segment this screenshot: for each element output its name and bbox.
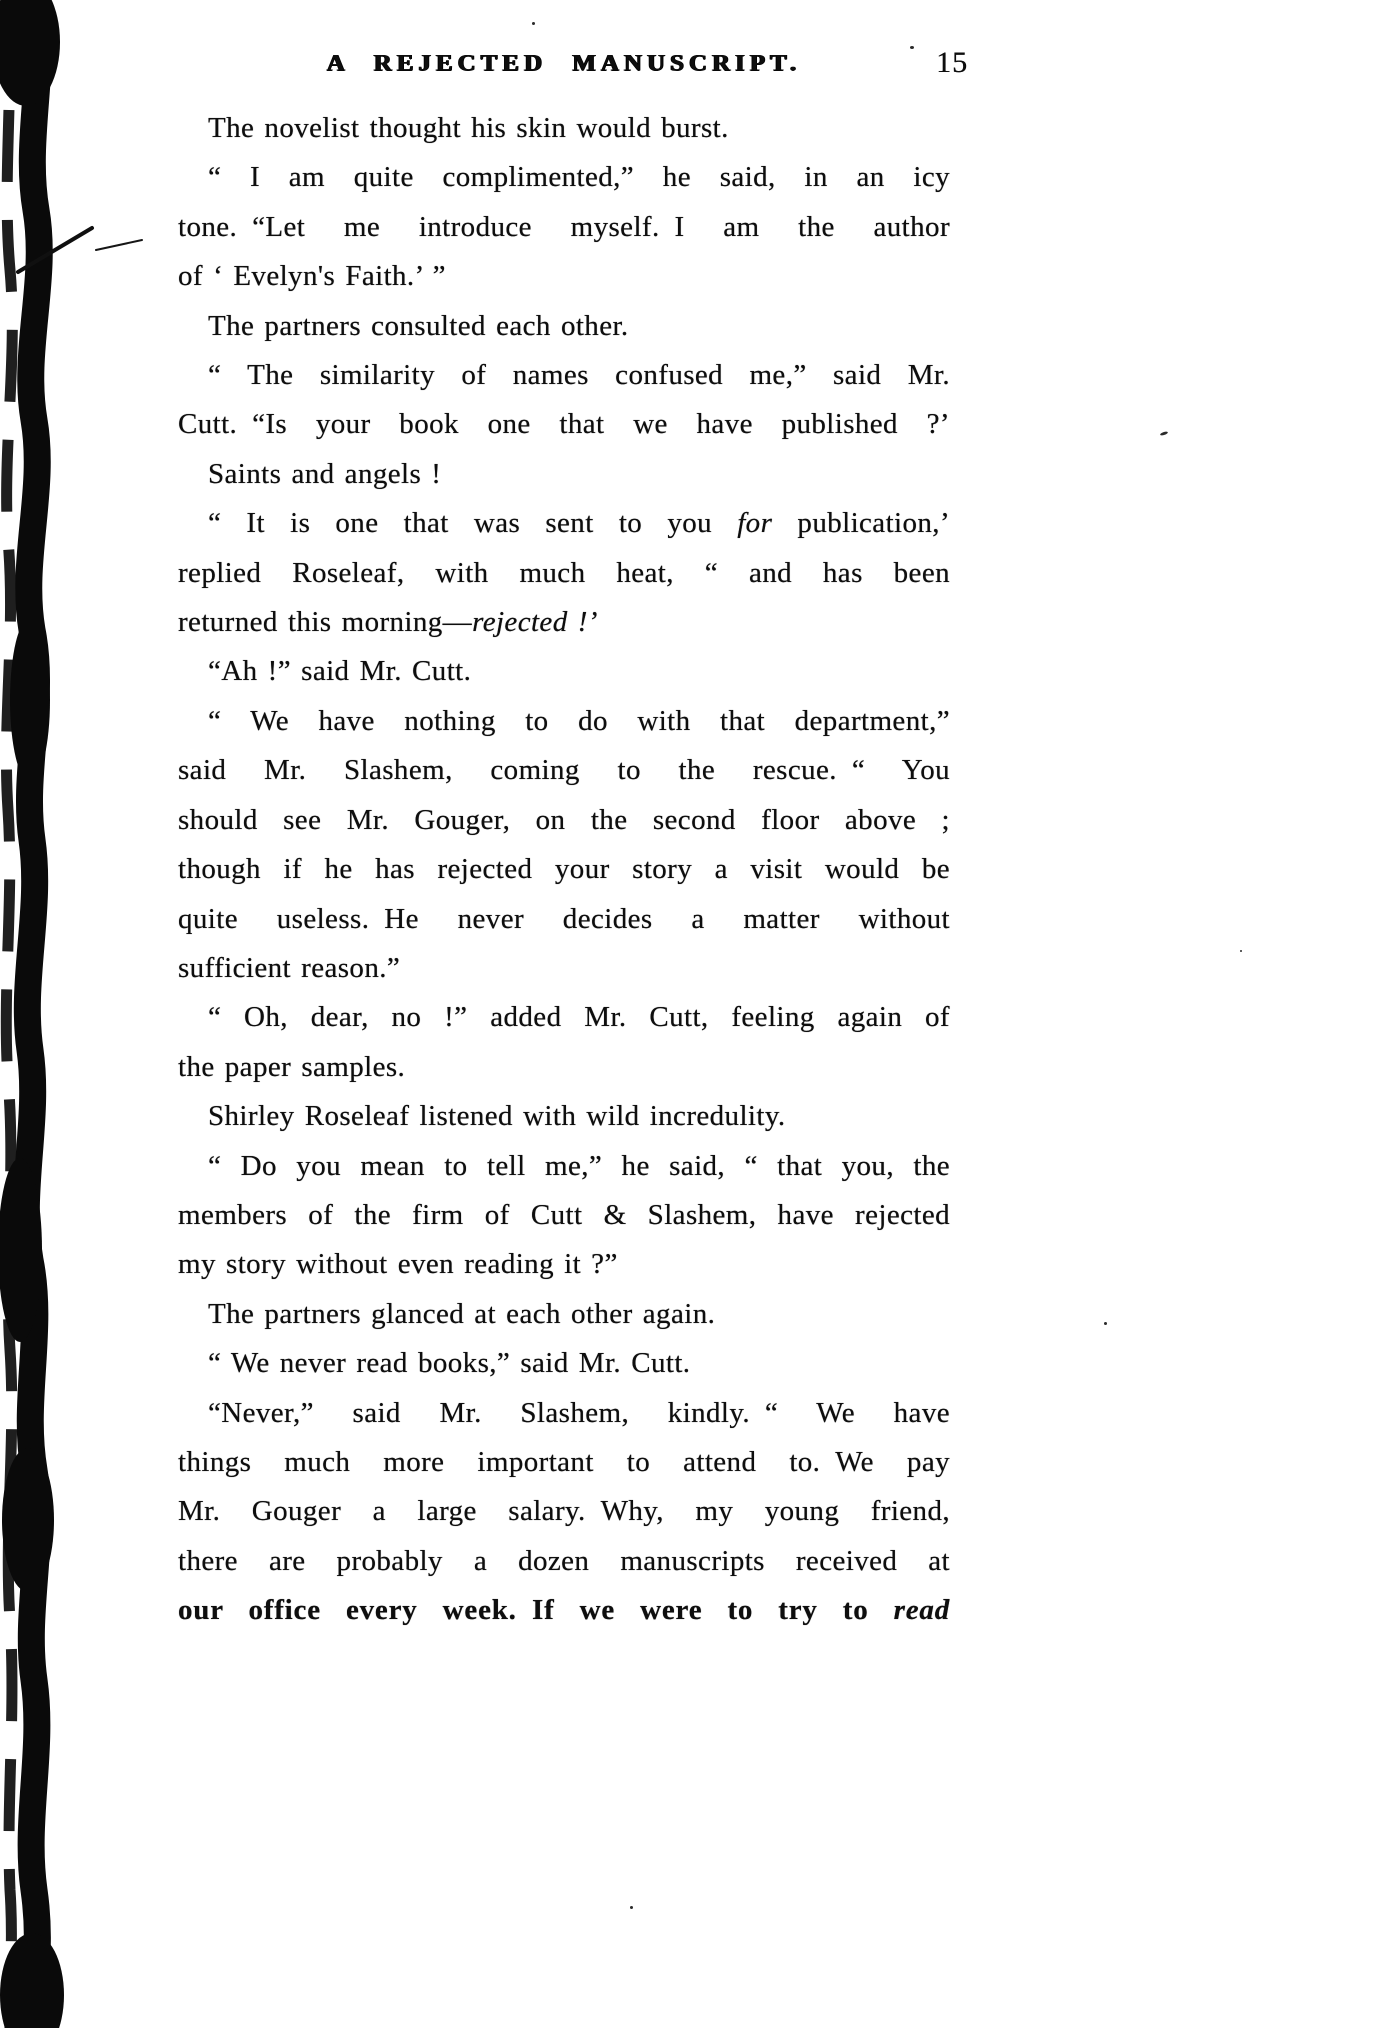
text-segment: The partners consulted each other. — [208, 309, 629, 342]
text-line — [178, 450, 950, 499]
text-segment: for — [737, 507, 773, 540]
text-line — [178, 1240, 950, 1289]
speck — [910, 46, 914, 49]
text-segment: The partners glanced at each other again. — [208, 1297, 716, 1330]
text-line — [178, 1586, 950, 1635]
text-line — [178, 400, 950, 449]
text-segment: “Never,” said Mr. Slashem, kindly. “ We have — [208, 1396, 950, 1429]
text-line — [178, 1537, 950, 1586]
text-line — [178, 351, 950, 400]
text-segment: “Ah !” said Mr. Cutt. — [208, 655, 472, 688]
speck — [1160, 431, 1169, 436]
text-line — [178, 203, 950, 252]
binding-edge — [0, 0, 150, 2028]
text-line — [178, 796, 950, 845]
text-line — [178, 1339, 950, 1388]
speck — [1240, 950, 1242, 952]
text-segment: my story without even reading it ?” — [178, 1248, 618, 1281]
text-line — [178, 598, 950, 647]
text-line — [178, 302, 950, 351]
text-line — [178, 1290, 950, 1339]
text-line — [178, 993, 950, 1042]
text-segment: publication,’ — [772, 507, 951, 540]
speck — [630, 1906, 633, 1909]
text-segment: “ We have nothing to do with that department,” — [208, 704, 950, 737]
text-line — [178, 1487, 950, 1536]
text-segment: read — [893, 1594, 950, 1627]
text-segment: our office every week. If we were to try to — [178, 1594, 894, 1627]
running-title: A REJECTED MANUSCRIPT. — [326, 51, 802, 76]
speck — [532, 22, 535, 25]
text-segment: rejected !’ — [472, 606, 598, 639]
text-block — [178, 104, 950, 1636]
text-line — [178, 895, 950, 944]
text-segment: the paper samples. — [178, 1050, 406, 1083]
text-segment: “ The similarity of names confused me,” said Mr. — [208, 359, 950, 392]
speck — [1104, 1322, 1107, 1325]
text-line — [178, 1043, 950, 1092]
binding-edge-graphic — [0, 0, 150, 2028]
text-segment: replied Roseleaf, with much heat, “ and has been — [178, 556, 950, 589]
text-segment: things much more important to attend to. We pay — [178, 1445, 950, 1478]
text-line — [178, 944, 950, 993]
text-segment: tone. “Let me introduce myself. I am the author — [178, 210, 950, 243]
text-segment: “ We never read books,” said Mr. Cutt. — [208, 1347, 691, 1380]
text-line — [178, 104, 950, 153]
text-segment: “ Do you mean to tell me,” he said, “ that you, the — [208, 1149, 950, 1182]
text-segment: Mr. Gouger a large salary. Why, my young friend, — [178, 1495, 950, 1528]
text-segment: should see Mr. Gouger, on the second floor above ; — [178, 803, 950, 836]
text-segment: though if he has rejected your story a visit would be — [178, 853, 950, 886]
text-segment: said Mr. Slashem, coming to the rescue. “ You — [178, 754, 950, 787]
text-line — [178, 1092, 950, 1141]
text-line — [178, 845, 950, 894]
text-segment: Saints and angels ! — [208, 457, 442, 490]
page-number: 15 — [936, 46, 968, 79]
text-segment: “ It is one that was sent to you — [208, 507, 738, 540]
text-segment: quite useless. He never decides a matter without — [178, 902, 950, 935]
text-line — [178, 499, 950, 548]
text-line — [178, 1191, 950, 1240]
text-line — [178, 549, 950, 598]
text-segment: Cutt. “Is your book one that we have published ?’ — [178, 408, 950, 441]
text-segment: of ‘ Evelyn's Faith.’ ” — [178, 260, 446, 293]
text-segment: The novelist thought his skin would burst. — [208, 112, 729, 144]
text-segment: members of the firm of Cutt & Slashem, have rejected — [178, 1198, 950, 1231]
text-segment: “ Oh, dear, no !” added Mr. Cutt, feeling again of — [208, 1001, 950, 1034]
text-segment: “ I am quite complimented,” he said, in an icy — [208, 161, 950, 194]
text-line — [178, 252, 950, 301]
text-segment: there are probably a dozen manuscripts received at — [178, 1544, 950, 1577]
page-header — [178, 46, 968, 94]
text-line — [178, 1389, 950, 1438]
text-line — [178, 697, 950, 746]
text-line — [178, 1142, 950, 1191]
text-segment: Shirley Roseleaf listened with wild incredulity. — [208, 1100, 786, 1133]
text-segment: sufficient reason.” — [178, 951, 401, 984]
text-segment: returned this morning— — [178, 606, 473, 639]
text-line — [178, 153, 950, 202]
text-line — [178, 647, 950, 696]
text-line — [178, 1438, 950, 1487]
text-line — [178, 746, 950, 795]
